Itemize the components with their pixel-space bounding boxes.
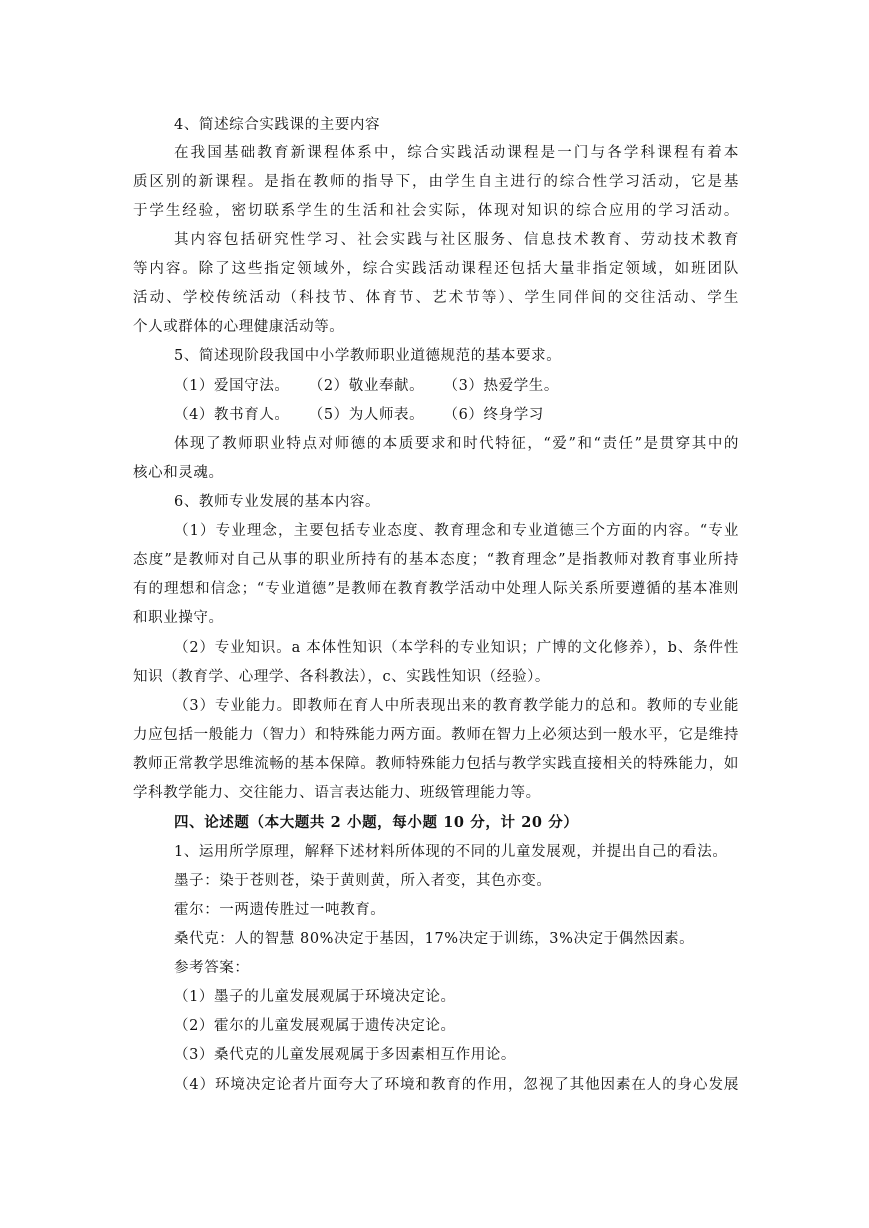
list-line: （1）爱国守法。 （2）敬业奉献。 （3）热爱学生。 — [174, 378, 559, 394]
paragraph-line: 态度”是教师对自己从事的职业所持有的基本态度；“教育理念”是指教师对教育事业所持 — [133, 552, 739, 568]
paragraph-line: 知识（教育学、心理学、各科教法），c、实践性知识（经验）。 — [133, 669, 551, 685]
paragraph-line: 于学生经验，密切联系学生的生活和社会实际，体现对知识的综合应用的学习活动。 — [133, 203, 739, 219]
paragraph-line: 有的理想和信念；“专业道德”是教师在教育教学活动中处理人际关系所要遵循的基本准则 — [133, 581, 739, 597]
paragraph-line: 力应包括一般能力（智力）和特殊能力两方面。教师在智力上必须达到一般水平，它是维持 — [133, 727, 739, 743]
paragraph-line: 个人或群体的心理健康活动等。 — [133, 319, 345, 335]
paragraph-line: （3）专业能力。即教师在育人中所表现出来的教育教学能力的总和。教师的专业能 — [174, 698, 739, 714]
quote-line: 霍尔：一两遗传胜过一吨教育。 — [174, 902, 386, 918]
quote-line: 桑代克：人的智慧 80%决定于基因，17%决定于训练，3%决定于偶然因素。 — [174, 931, 695, 947]
answer-line: （4）环境决定论者片面夸大了环境和教育的作用，忽视了其他因素在人的身心发展 — [174, 1077, 739, 1093]
quote-line: 墨子：染于苍则苍，染于黄则黄，所入者变，其色亦变。 — [174, 873, 552, 889]
question-5-heading: 5、简述现阶段我国中小学教师职业道德规范的基本要求。 — [174, 348, 562, 364]
essay-question-1: 1、运用所学原理，解释下述材料所体现的不同的儿童发展观，并提出自己的看法。 — [174, 844, 728, 860]
paragraph-line: 体现了教师职业特点对师德的本质要求和时代特征，“爱”和“责任”是贯穿其中的 — [174, 436, 739, 452]
paragraph-line: 在我国基础教育新课程体系中，综合实践活动课程是一门与各学科课程有着本 — [174, 145, 739, 161]
paragraph-line: 教师正常教学思维流畅的基本保障。教师特殊能力包括与教学实践直接相关的特殊能力，如 — [133, 756, 739, 772]
paragraph-line: 活动、学校传统活动（科技节、体育节、艺术节等）、学生同伴间的交往活动、学生 — [133, 290, 739, 306]
answer-line: （1）墨子的儿童发展观属于环境决定论。 — [174, 989, 456, 1005]
paragraph-line: 核心和灵魂。 — [133, 465, 224, 481]
question-4-heading: 4、简述综合实践课的主要内容 — [174, 117, 381, 133]
answer-line: （3）桑代克的儿童发展观属于多因素相互作用论。 — [174, 1047, 517, 1063]
paragraph-line: （2）专业知识。a 本体性知识（本学科的专业知识；广博的文化修养），b、条件性 — [174, 640, 739, 656]
section-4-heading: 四、论述题（本大题共 2 小题，每小题 10 分，计 20 分） — [174, 814, 579, 831]
paragraph-line: 其内容包括研究性学习、社会实践与社区服务、信息技术教育、劳动技术教育 — [174, 232, 739, 248]
paragraph-line: 等内容。除了这些指定领域外，综合实践活动课程还包括大量非指定领域，如班团队 — [133, 261, 739, 277]
paragraph-line: 和职业操守。 — [133, 610, 224, 626]
answer-label: 参考答案： — [174, 960, 250, 976]
answer-line: （2）霍尔的儿童发展观属于遗传决定论。 — [174, 1018, 456, 1034]
paragraph-line: 学科教学能力、交往能力、语言表达能力、班级管理能力等。 — [133, 785, 541, 801]
paragraph-line: 质区别的新课程。是指在教师的指导下，由学生自主进行的综合性学习活动，它是基 — [133, 174, 739, 190]
question-6-heading: 6、教师专业发展的基本内容。 — [174, 494, 381, 510]
paragraph-line: （1）专业理念，主要包括专业态度、教育理念和专业道德三个方面的内容。“专业 — [174, 523, 739, 539]
list-line: （4）教书育人。 （5）为人师表。 （6）终身学习 — [174, 407, 544, 423]
